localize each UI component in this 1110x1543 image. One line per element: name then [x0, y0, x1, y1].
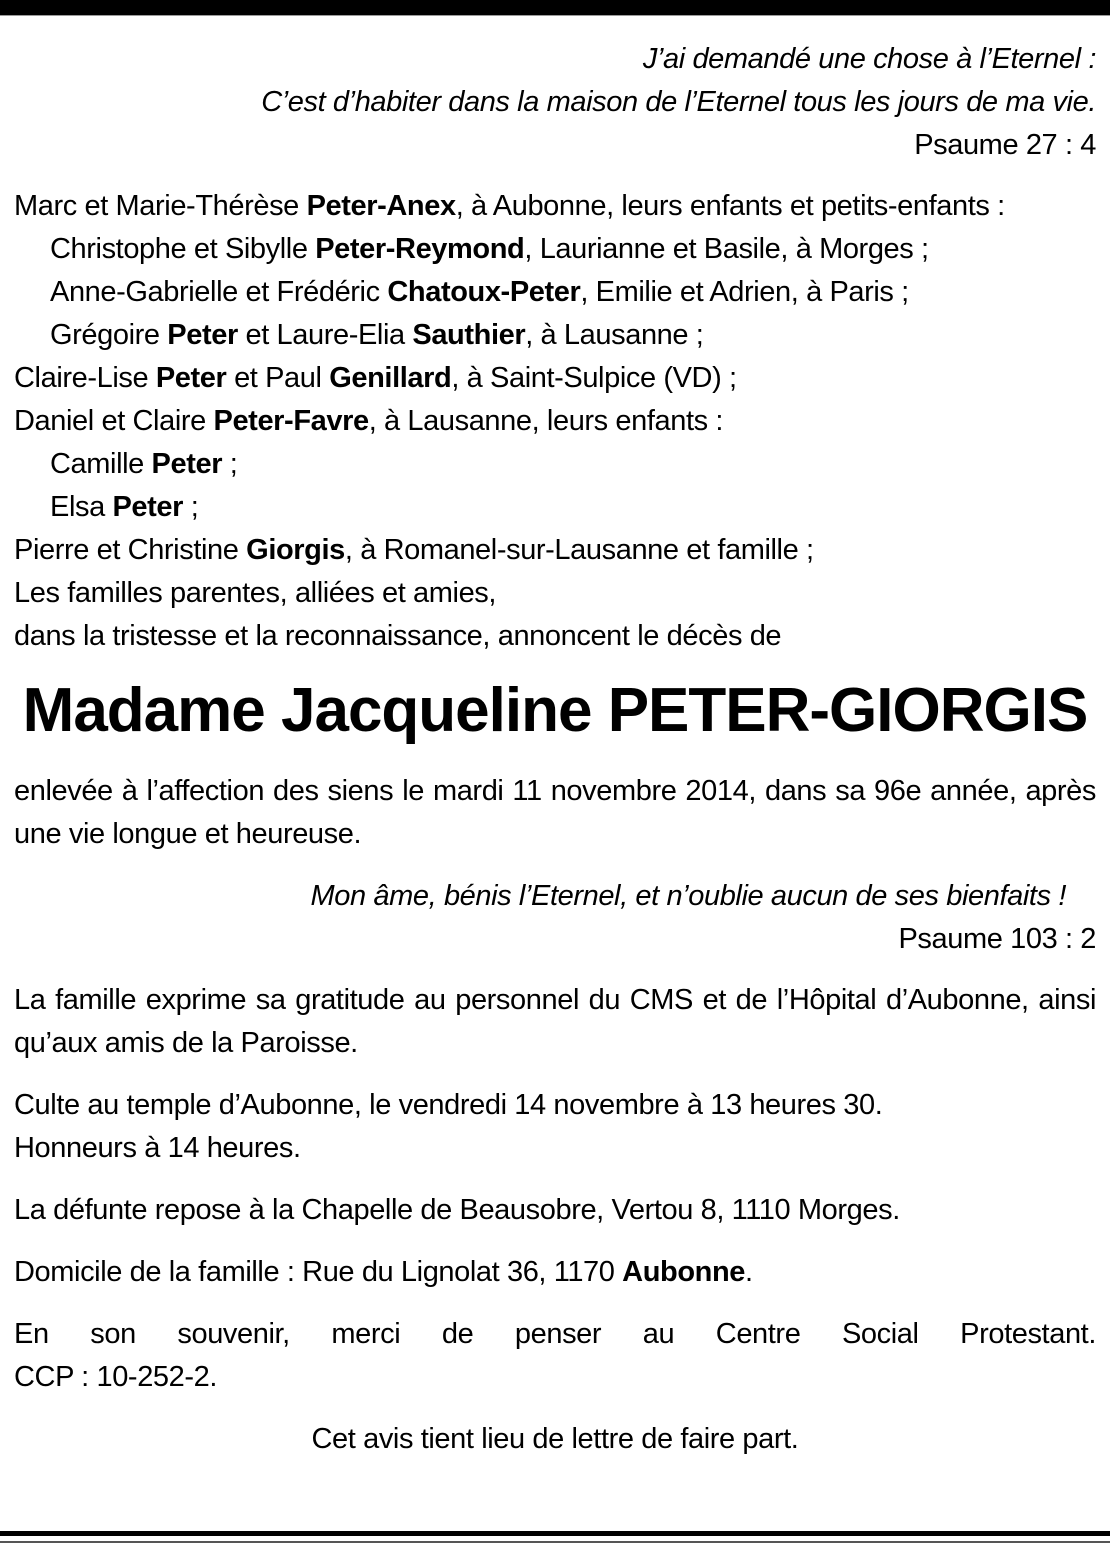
notice-content	[0, 16, 1110, 1461]
closing-line: Cet avis tient lieu de lettre de faire part.	[311, 1423, 799, 1455]
family-line	[14, 529, 1096, 572]
text-segment: ;	[222, 448, 238, 480]
text-segment: dans la tristesse et la reconnaissance, annoncent le décès de	[14, 620, 782, 652]
family-line	[14, 228, 1096, 271]
text-segment: et Laure-Elia	[237, 319, 413, 351]
text-segment: Les familles parentes, alliées et amies,	[14, 577, 497, 609]
bold-name-segment: Chatoux-Peter	[387, 276, 581, 308]
family-list	[14, 185, 1096, 658]
souvenir-line: En son souvenir, merci de penser au Centre Social Protestant.	[14, 1318, 1096, 1350]
quote-line: C’est d’habiter dans la maison de l’Eternel tous les jours de ma vie.	[261, 86, 1096, 118]
text-segment: ;	[183, 491, 199, 523]
text-segment: Anne-Gabrielle et Frédéric	[50, 276, 388, 308]
text-segment: Camille	[50, 448, 152, 480]
bold-name-segment: Aubonne	[622, 1256, 746, 1288]
bold-name-segment: Peter	[167, 319, 238, 351]
domicile-paragraph	[14, 1251, 1096, 1294]
bold-name-segment: Peter-Reymond	[315, 233, 525, 265]
deceased-name-title: Madame Jacqueline PETER-GIORGIS	[22, 676, 1088, 745]
family-line	[14, 572, 1096, 615]
quote-line: J’ai demandé une chose à l’Eternel :	[642, 43, 1096, 75]
bold-name-segment: Sauthier	[412, 319, 526, 351]
psalm-reference: Psaume 27 : 4	[914, 129, 1096, 161]
text-segment: Marc et Marie-Thérèse	[14, 190, 307, 222]
text-segment: , Laurianne et Basile, à Morges ;	[524, 233, 929, 265]
bold-name-segment: Peter	[155, 362, 227, 394]
ccp-line: CCP : 10-252-2.	[14, 1361, 218, 1393]
gratitude-paragraph: La famille exprime sa gratitude au personnel du CMS et de l’Hôpital d’Aubonne, ainsi qu’aux amis de la Paroisse.	[14, 984, 1096, 1059]
service-paragraph	[14, 1084, 1096, 1170]
text-segment: , à Lausanne ;	[525, 319, 704, 351]
bottom-border-bar	[0, 1531, 1110, 1536]
bold-name-segment: Peter-Favre	[213, 405, 369, 437]
bold-name-segment: Genillard	[329, 362, 452, 394]
bold-name-segment: Giorgis	[246, 534, 345, 566]
text-segment: , à Aubonne, leurs enfants et petits-enfants :	[455, 190, 1005, 222]
text-segment: Daniel et Claire	[14, 405, 214, 437]
text-segment: et Paul	[226, 362, 330, 394]
text-segment: Pierre et Christine	[14, 534, 247, 566]
text-segment: Claire-Lise	[14, 362, 156, 394]
text-segment: .	[745, 1256, 753, 1288]
quote-line: Mon âme, bénis l’Eternel, et n’oublie aucun de ses bienfaits !	[310, 880, 1066, 912]
text-segment: , Emilie et Adrien, à Paris ;	[580, 276, 909, 308]
text-segment: , à Romanel-sur-Lausanne et famille ;	[344, 534, 814, 566]
family-line	[14, 185, 1096, 228]
text-segment: , à Lausanne, leurs enfants :	[368, 405, 724, 437]
family-line	[14, 443, 1096, 486]
repose-paragraph: La défunte repose à la Chapelle de Beausobre, Vertou 8, 1110 Morges.	[14, 1194, 900, 1226]
text-segment: Elsa	[50, 491, 113, 523]
family-line	[14, 314, 1096, 357]
text-segment: Christophe et Sibylle	[50, 233, 316, 265]
souvenir-paragraph	[14, 1313, 1096, 1399]
family-line	[14, 357, 1096, 400]
bold-name-segment: Peter	[112, 491, 184, 523]
family-line	[14, 486, 1096, 529]
bold-name-segment: Peter	[151, 448, 223, 480]
service-line: Honneurs à 14 heures.	[14, 1132, 301, 1164]
psalm-reference: Psaume 103 : 2	[898, 923, 1096, 955]
opening-psalm-quote	[14, 38, 1096, 124]
top-border-bar	[0, 0, 1110, 16]
family-line	[14, 271, 1096, 314]
text-segment: Domicile de la famille : Rue du Lignolat 36, 1170	[14, 1256, 623, 1288]
family-line	[14, 400, 1096, 443]
death-announcement-paragraph: enlevée à l’affection des siens le mardi 11 novembre 2014, dans sa 96e année, après une vie longue et heureuse.	[14, 775, 1096, 850]
family-line	[14, 615, 1096, 658]
service-line: Culte au temple d’Aubonne, le vendredi 14 novembre à 13 heures 30.	[14, 1089, 883, 1121]
text-segment: Grégoire	[50, 319, 168, 351]
bold-name-segment: Peter-Anex	[306, 190, 456, 222]
text-segment: , à Saint-Sulpice (VD) ;	[451, 362, 737, 394]
second-psalm-quote	[14, 875, 1096, 918]
